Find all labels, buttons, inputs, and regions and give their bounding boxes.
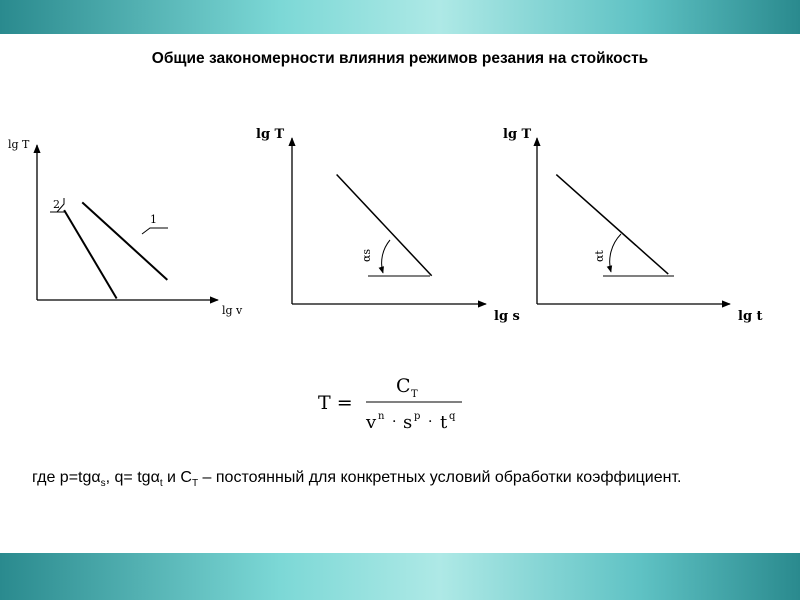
bottom-decor-band <box>0 553 800 600</box>
caption-sub-T: T <box>191 478 199 490</box>
caption-part-2: , q= tgα <box>105 469 160 486</box>
caption-sub-s: s <box>100 478 106 490</box>
formula-den-t: t <box>440 412 448 433</box>
formula-numerator-sub: T <box>411 389 418 400</box>
formula-den-v: v <box>366 412 377 433</box>
caption-part-1: где p=tgα <box>32 469 101 486</box>
chart-2 <box>256 127 520 324</box>
formula-den-s: s <box>403 412 413 433</box>
slide-title: Общие закономерности влияния режимов резания на стойкость <box>151 50 649 67</box>
caption-part-3: и C <box>162 469 192 486</box>
chart-2-xlabel: lg s <box>494 309 520 324</box>
formula-den-p: p <box>414 411 421 422</box>
formula-lhs: T = <box>318 392 353 414</box>
chart-1-series-2-label: 2 <box>53 198 60 211</box>
caption-sub-t: t <box>159 478 163 490</box>
formula-caption <box>32 465 732 496</box>
chart-1-series-1-label: 1 <box>150 213 157 226</box>
chart-2-angle-label: αs <box>360 248 373 262</box>
chart-3-series-line <box>556 175 668 275</box>
chart-3 <box>503 127 763 324</box>
formula-dot-2: · <box>428 414 433 430</box>
chart-1-series-2-line <box>64 210 116 298</box>
formula-den-q: q <box>449 411 456 422</box>
chart-1-xlabel: lg v <box>222 304 243 317</box>
formula-dot-1: · <box>392 414 397 430</box>
chart-3-angle-arc <box>610 234 621 272</box>
caption-part-4: – постоянный для конкретных условий обработки коэффициент. <box>198 469 682 486</box>
chart-3-angle-label: αt <box>593 250 606 262</box>
chart-2-series-line <box>337 175 432 276</box>
formula-den-n: n <box>378 411 385 422</box>
chart-2-ylabel: lg T <box>256 127 285 142</box>
chart-2-angle-arc <box>382 240 390 273</box>
chart-3-xlabel: lg t <box>738 309 763 324</box>
chart-1 <box>8 138 243 317</box>
tool-life-formula <box>318 375 462 433</box>
formula-numerator-base: C <box>396 375 411 397</box>
chart-1-leader-1 <box>142 228 168 234</box>
chart-3-ylabel: lg T <box>503 127 532 142</box>
chart-1-ylabel: lg T <box>8 138 30 151</box>
